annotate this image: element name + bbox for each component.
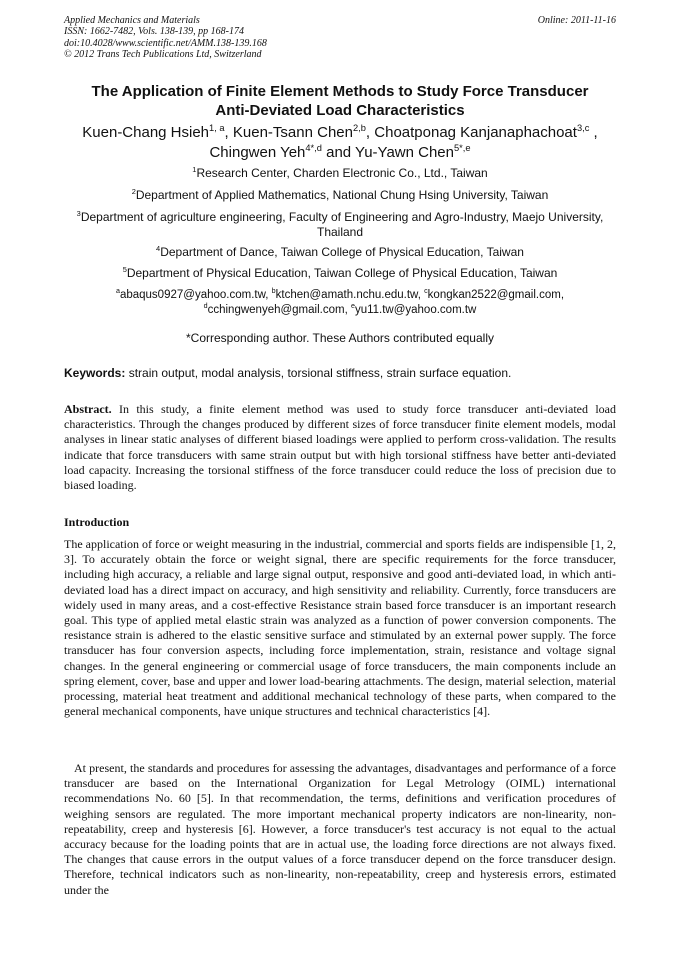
email-address[interactable]: ktchen@amath.nchu.edu.tw bbox=[275, 289, 418, 301]
affiliation-text: Department of agriculture engineering, Faculty of Engineering and Agro-Industry, Maejo University, Thailand bbox=[80, 210, 604, 239]
email-mark: b bbox=[271, 287, 276, 296]
author-separator: , bbox=[224, 124, 233, 141]
affiliation-5 bbox=[64, 266, 616, 281]
email-mark: c bbox=[424, 287, 428, 296]
affiliation-text: Research Center, Charden Electronic Co., Ltd., Taiwan bbox=[196, 166, 488, 180]
author-separator: , bbox=[589, 124, 598, 141]
email-address[interactable]: yu11.tw@yahoo.com.tw bbox=[354, 303, 477, 316]
author-name: Kuen-Tsann Chen bbox=[232, 124, 353, 141]
copyright-line: © 2012 Trans Tech Publications Ltd, Switzerland bbox=[64, 49, 262, 61]
affiliation-text: Department of Dance, Taiwan College of Physical Education, Taiwan bbox=[160, 245, 524, 259]
email-mark: d bbox=[203, 301, 208, 310]
email-separator: , bbox=[265, 289, 272, 301]
email-mark: e bbox=[350, 301, 355, 310]
author-name: Kuen-Chang Hsieh bbox=[82, 124, 210, 141]
email-address[interactable]: cchingwenyeh@gmail.com bbox=[207, 303, 345, 316]
keywords-text: strain output, modal analysis, torsional stiffness, strain surface equation. bbox=[125, 366, 512, 380]
online-date: Online: 2011-11-16 bbox=[537, 15, 616, 26]
email-mark: a bbox=[115, 287, 120, 296]
doi-line: doi:10.4028/www.scientific.net/AMM.138-139.168 bbox=[64, 37, 267, 49]
author-affiliation-mark: 5*,e bbox=[453, 143, 471, 153]
email-separator: , bbox=[560, 289, 565, 301]
corresponding-note: *Corresponding author. These Authors contributed equally bbox=[186, 331, 494, 345]
email-address[interactable]: kongkan2522@gmail.com bbox=[427, 289, 561, 301]
email-list bbox=[64, 288, 616, 317]
author-name: Yu-Yawn Chen bbox=[355, 144, 454, 161]
paper-title bbox=[64, 82, 616, 120]
abstract-text: In this study, a finite element method was used to study force transducer anti-deviated load characteristics. Through the changes produced by different sizes of force transducer finite element models, modal analyses in linear static analyses of different biased loadings were applied to perform cross-validation. The results indicate that force transducers with same strain output but with high torsional stiffness have better anti-deviated load capacity. Increasing the torsional stiffness of the force transducer could reduce the loss of precision due to biased loading. bbox=[64, 402, 616, 493]
affiliation-2 bbox=[64, 188, 616, 203]
title-line-1: The Application of Finite Element Methods to Study Force Transducer bbox=[91, 83, 589, 100]
author-affiliation-mark: 3,c bbox=[576, 123, 590, 133]
affiliation-3 bbox=[64, 210, 616, 240]
introduction-paragraph-1: The application of force or weight measuring in the industrial, commercial and sports fields are indispensible [1, 2, 3]. To accurately obtain the force or weight signal, there are specific requirements for the force transducer, including high accuracy, a reliable and large signal output, responsive and good anti-deviated load, in which anti-deviated load has a direct impact on accuracy, and high sensitivity and reliability. Currently, force transducers are widely used in many areas, and a cost-effective Resistance strain based force transducer is an important research goal. This type of applied metal elastic strain was analyzed as a function of power conversion components. The resistance strain is adhered to the elastic sensitive surface and stimulated by an external power supply. The force transducer has four conversion aspects, including force implementation, strain, resistance and voltage signal changes. In the general engineering or commercial usage of force transducers, the main components include an spring element, cover, base and upper and lower load-bearing attachments. The design, material selection, material processing, material heat treatment and additional mechanical technology of these parts, when compared to the general mechanical components, have unique structures and technical characteristics [4]. bbox=[64, 537, 616, 719]
abstract bbox=[64, 402, 616, 493]
keywords-label: Keywords: bbox=[64, 366, 126, 380]
author-affiliation-mark: 1, a bbox=[209, 123, 225, 133]
author-separator: and bbox=[321, 144, 356, 161]
issn-line: ISSN: 1662-7482, Vols. 138-139, pp 168-174 bbox=[64, 26, 244, 38]
title-line-2: Anti-Deviated Load Characteristics bbox=[215, 102, 465, 119]
affiliation-text: Department of Applied Mathematics, National Chung Hsing University, Taiwan bbox=[135, 188, 549, 202]
affiliation-1 bbox=[64, 166, 616, 181]
email-address[interactable]: abaqus0927@yahoo.com.tw bbox=[119, 289, 266, 301]
email-separator: , bbox=[344, 303, 351, 316]
abstract-label: Abstract. bbox=[64, 402, 112, 416]
author-separator: , bbox=[365, 124, 375, 141]
introduction-paragraph-2: At present, the standards and procedures for assessing the advantages, disadvantages and performance of a force transducer are based on the International Organization for Legal Metrology (OIML) international recommendations No. 60 [5]. In that recommendation, the terms, definitions and verification procedures of weighing sensors are regulated. The more important mechanical property indicators are non-linearity, non-repeatability, creep and hysteresis [6]. However, a force transducer's test accuracy is not equal to the actual accuracy because for the loading points that are in actual use, the loading force directions are not always fixed. The changes that cause errors in the output values of a force transducer depend on the force transducer design. Therefore, technical indicators such as non-linearity, non-repeatability, creep and hysteresis errors, estimated under the bbox=[64, 761, 616, 897]
affiliation-text: Department of Physical Education, Taiwan College of Physical Education, Taiwan bbox=[126, 266, 558, 280]
affiliation-number: 3 bbox=[76, 209, 81, 218]
author-name: Chingwen Yeh bbox=[209, 144, 306, 161]
journal-name: Applied Mechanics and Materials bbox=[64, 15, 200, 26]
author-affiliation-mark: 2,b bbox=[352, 123, 366, 133]
affiliation-number: 2 bbox=[131, 187, 136, 196]
author-list bbox=[64, 123, 616, 163]
author-affiliation-mark: 4*,d bbox=[305, 143, 322, 153]
section-heading-introduction: Introduction bbox=[64, 515, 130, 529]
journal-header bbox=[64, 15, 616, 61]
affiliation-number: 4 bbox=[156, 244, 161, 253]
affiliation-number: 1 bbox=[192, 165, 197, 174]
author-name: Choatponag Kanjanaphachoat bbox=[374, 124, 577, 141]
email-separator: , bbox=[417, 289, 425, 301]
keywords bbox=[64, 366, 616, 381]
affiliation-4 bbox=[64, 245, 616, 260]
affiliation-number: 5 bbox=[122, 265, 127, 274]
